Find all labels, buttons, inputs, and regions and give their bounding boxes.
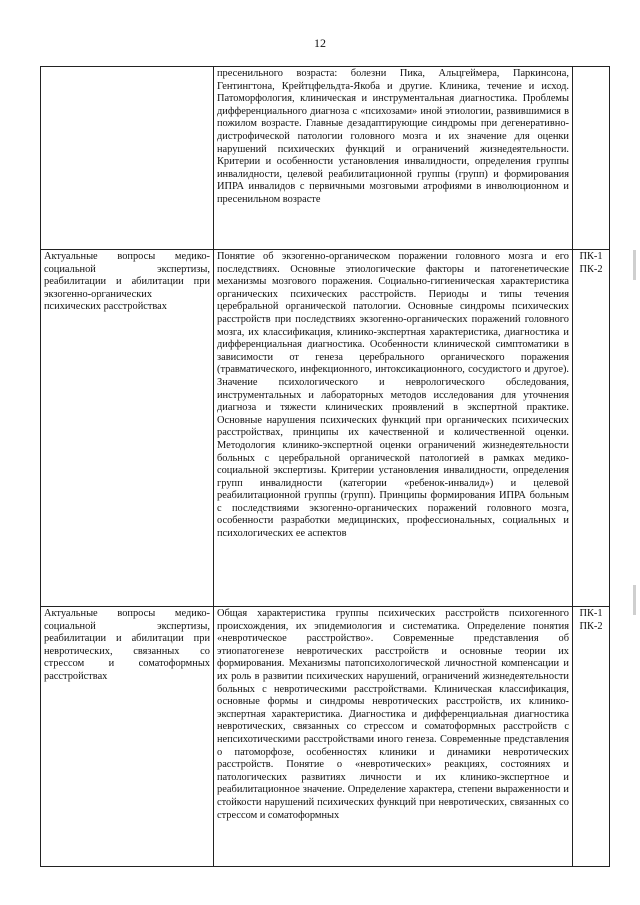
page-number: 12 (314, 36, 326, 50)
codes-cell (573, 250, 610, 607)
codes-cell (573, 67, 610, 250)
competency-code: ПК-2 (579, 263, 603, 275)
scan-edge-mark (633, 585, 636, 615)
scan-edge-mark (633, 250, 636, 280)
table-row (41, 67, 610, 250)
codes-cell (573, 607, 610, 867)
topic-cell (41, 67, 214, 250)
table-row (41, 250, 610, 607)
competency-code: ПК-2 (579, 620, 603, 632)
topic-cell: Актуальные вопросы медико-социальной экспертизы, реабилитации и абилитации при невротических, связанных со стрессом и соматоформных расстройствах (41, 607, 214, 867)
table-row (41, 607, 610, 867)
competency-code: ПК-1 (579, 608, 603, 619)
content-cell: Понятие об экзогенно-органическом поражении головного мозга и его последствиях. Основные этиологические факторы и патогенетические механизмы мозгового поражения. Социально-гигиеническая характеристика органических психических расстройств. Периоды и типы течения церебральной органической патологии. Основные синдромы психических расстройств при последствиях экзогенно-органических поражений головного мозга, их классификация, клинико-экспертная характеристика, диагностика и дифференциальная диагностика. Особенности клинической симптоматики в зависимости от генеза церебрального органического поражения (травматического, инфекционного, интоксикационного, сосудистого и другое). Значение психологического и неврологического обследования, инструментальных и лабораторных методов исследования для уточнения диагноза и тяжести клинических проявлений в экспертной практике. Основные нарушения психических функций при органических психических расстройствах, принципы их качественной и количественной оценки. Методология клинико-экспертной оценки ограничений жизнедеятельности больных с церебральной органической патологией в рамках медико-социальной экспертизы. Критерии установления инвалидности, определения групп инвалидности (категории «ребенок-инвалид») и целевой реабилитационной группы (групп). Принципы формирования ИПРА больным с последствиями экзогенно-органических поражений головного мозга, особенности разработки медицинских, профессиональных, социальных и психологических ее аспектов (214, 250, 573, 607)
content-cell: Общая характеристика группы психических расстройств психогенного происхождения, их эпидемиология и систематика. Определение понятия «невротическое расстройство». Современные представления об этиопатогенезе невротических расстройств и основные теории их формирования. Механизмы патопсихологической личностной компенсации и их роль в развитии психических нарушений, ограничений жизнедеятельности больных с невротическими расстройствами. Клиническая классификация, основные формы и синдромы невротических расстройств, их клинико-экспертная характеристика. Диагностика и дифференциальная диагностика невротических, связанных со стрессом и соматоформных расстройств с непсихотическими расстройствами иного генеза. Современные представления о патоморфозе, особенностях клиники и динамики невротических расстройств. Понятие о «невротических» реакциях, состояниях и патологических развитиях личности и их клинико-экспертное и реабилитационное значение. Определение характера, степени выраженности и стойкости нарушений психических функций при невротических, связанных со стрессом и соматоформных (214, 607, 573, 867)
competency-code: ПК-1 (579, 251, 603, 262)
curriculum-table (40, 66, 610, 867)
content-cell: пресенильного возраста: болезни Пика, Альцгеймера, Паркинсона, Гентингтона, Крейтцфельдта-Якоба и другие. Клиника, течение и исход. Патоморфология, клиническая и инструментальная диагностика. Проблемы дифференциального диагноза с «психозами» иной этиологии, развившимися в пожилом возрасте. Главные дезадаптирующие синдромы при дегенеративно-дистрофической патологии головного мозга и их значение для оценки нарушений психических функций и ограничений жизнедеятельности. Критерии и особенности установления инвалидности, определения группы инвалидности, целевой реабилитационной группы (групп) и формирования ИПРА инвалидов с первичными мозговыми атрофиями в инволюционном и пресенильном возрасте (214, 67, 573, 250)
topic-cell: Актуальные вопросы медико-социальной экспертизы, реабилитации и абилитации при экзогенно-органических психических расстройствах (41, 250, 214, 607)
